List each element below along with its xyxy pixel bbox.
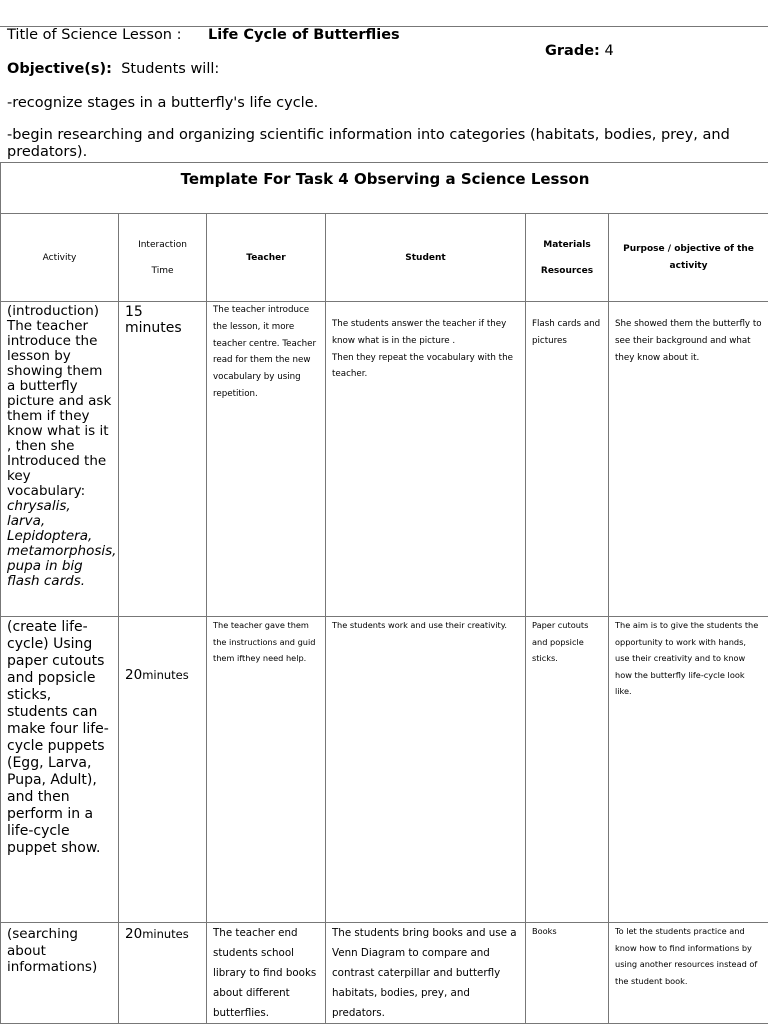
lesson-title: Life Cycle of Butterflies <box>208 27 400 43</box>
row1-activity <box>1 302 119 617</box>
template-title-band <box>0 163 768 213</box>
col-resources: Resources <box>540 265 594 276</box>
table-row <box>1 302 768 617</box>
row1-student-2: Then they repeat the vocabulary with the teacher. <box>332 352 513 380</box>
row3-time-unit: minutes <box>142 927 189 941</box>
col-materials: Materials <box>543 239 591 250</box>
lesson-header <box>0 26 768 163</box>
row1-materials: Flash cards and pictures <box>526 302 609 617</box>
title-label: Title of Science Lesson : <box>7 27 182 43</box>
col-interaction-time <box>119 214 207 302</box>
row1-student-1: The students answer the teacher if they know what is in the picture . <box>332 319 507 346</box>
objective-intro: Students will: <box>121 61 220 77</box>
objective-label: Objective(s): <box>7 61 112 77</box>
table-header-row <box>1 214 768 302</box>
row1-activity-vocab: chrysalis, larva, Lepidoptera, metamorphosis, pupa in big flash cards. <box>7 498 117 589</box>
grade-label: Grade: <box>545 43 600 59</box>
row3-activity: (searching about informations) <box>1 923 119 1024</box>
col-student: Student <box>326 214 526 302</box>
row2-activity: (create life-cycle) Using paper cutouts and popsicle sticks, students can make four life-cycle puppets (Egg, Larva, Pupa, Adult), and then perform in a life-cycle puppet show. <box>1 617 119 923</box>
row2-time-unit: minutes <box>142 668 189 682</box>
row1-teacher: The teacher introduce the lesson, it more teacher centre. Teacher read for them the new vocabulary by using repetition. <box>207 302 326 617</box>
row3-time-num: 20 <box>125 926 143 942</box>
row1-time: 15 minutes <box>119 302 207 617</box>
table-row <box>1 617 768 923</box>
row1-purpose: She showed them the butterfly to see their background and what they know about it. <box>609 302 768 617</box>
row2-time-num: 20 <box>125 667 143 683</box>
objective-heading <box>7 61 219 78</box>
row2-time <box>119 617 207 923</box>
col-time: Time <box>151 265 174 276</box>
table-row <box>1 923 768 1024</box>
row3-time <box>119 923 207 1024</box>
row1-student <box>326 302 526 617</box>
col-teacher: Teacher <box>207 214 326 302</box>
col-activity: Activity <box>1 214 119 302</box>
row2-teacher: The teacher gave them the instructions and guid them ifthey need help. <box>207 617 326 923</box>
lesson-table <box>0 213 768 1024</box>
row2-materials: Paper cutouts and popsicle sticks. <box>526 617 609 923</box>
col-interaction: Interaction <box>138 239 187 250</box>
row3-student: The students bring books and use a Venn Diagram to compare and contrast caterpillar and butterfly habitats, bodies, prey, and predators. <box>326 923 526 1024</box>
col-materials-resources <box>526 214 609 302</box>
row2-purpose: The aim is to give the students the opportunity to work with hands, use their creativity and to know how the butterfly life-cycle look like. <box>609 617 768 923</box>
row2-student: The students work and use their creativity. <box>326 617 526 923</box>
col-purpose: Purpose / objective of the activity <box>609 214 768 302</box>
grade-value: 4 <box>604 43 614 59</box>
objective-1: -recognize stages in a butterfly's life cycle. <box>7 95 319 111</box>
row3-materials: Books <box>526 923 609 1024</box>
row3-teacher: The teacher end students school library to find books about different butterflies. <box>207 923 326 1024</box>
row1-activity-text: (introduction) The teacher introduce the lesson by showing them a butterfly picture and ask them if they know what is it , then she Introduced the key vocabulary: <box>7 303 112 499</box>
objective-2: -begin researching and organizing scientific information into categories (habitats, bodies, prey, and predators). <box>7 127 730 160</box>
grade <box>545 43 614 60</box>
row3-purpose: To let the students practice and know how to find informations by using another resources instead of the student book. <box>609 923 768 1024</box>
template-title: Template For Task 4 Observing a Science Lesson <box>180 170 590 188</box>
